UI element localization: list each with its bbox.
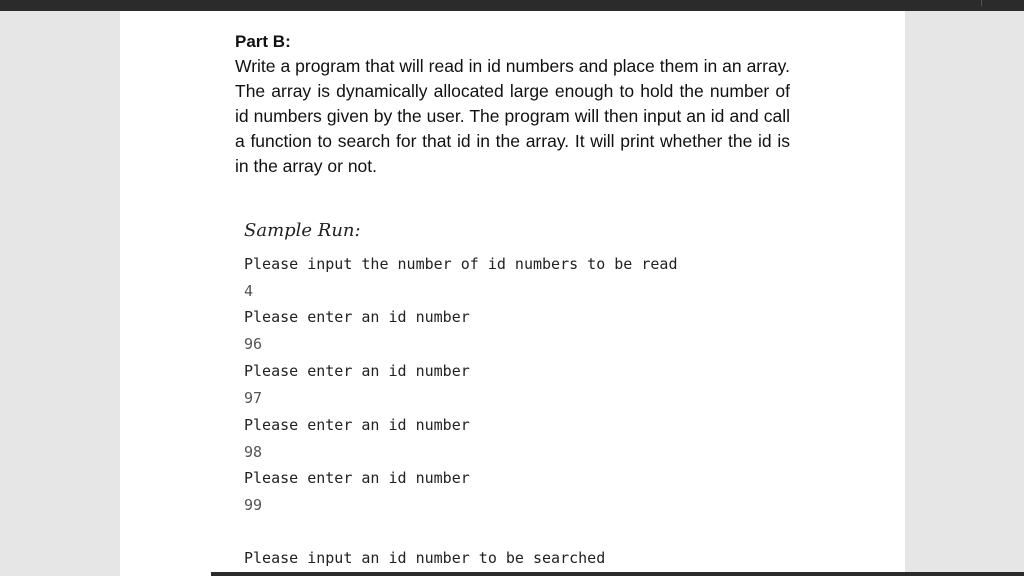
prompt-count-line: Please input the number of id numbers to be read (244, 255, 678, 273)
window-top-bar (0, 0, 1024, 11)
top-bar-mark (981, 0, 982, 6)
document-page (120, 11, 905, 576)
input-id-value: 99 (244, 496, 263, 514)
input-count-value: 4 (244, 282, 254, 300)
prompt-id-line: Please enter an id number (244, 469, 470, 487)
input-id-value: 97 (244, 389, 263, 407)
prompt-search-line: Please input an id number to be searched (244, 549, 606, 567)
part-heading: Part B: (235, 32, 291, 51)
sample-run-title: Sample Run: (244, 220, 361, 241)
prompt-id-line: Please enter an id number (244, 416, 470, 434)
window-bottom-bar (211, 572, 1024, 576)
prompt-id-line: Please enter an id number (244, 362, 470, 380)
input-id-value: 98 (244, 443, 263, 461)
problem-description: Write a program that will read in id numbers and place them in an array. The array is dynamically allocated large enough to hold the number of id numbers given by the user. The program will then input an id and call a function to search for that id in the array. It will print whether the id is in the array or not. (235, 56, 790, 176)
input-id-value: 96 (244, 335, 263, 353)
prompt-id-line: Please enter an id number (244, 308, 470, 326)
